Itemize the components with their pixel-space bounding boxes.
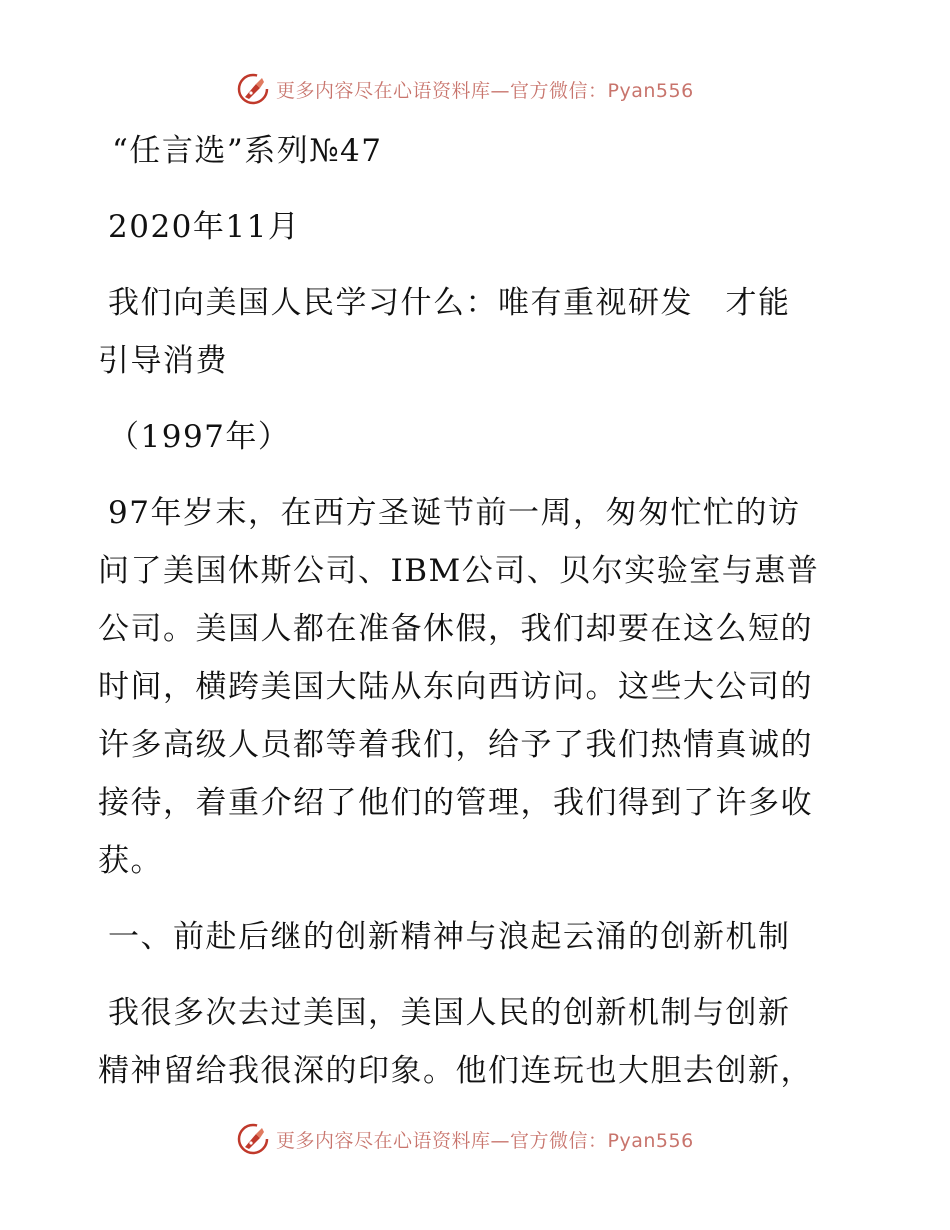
watermark-text: 更多内容尽在心语资料库—官方微信：Pyan556 bbox=[276, 1129, 694, 1152]
series-label: “任言选”系列№47 bbox=[112, 133, 383, 169]
pen-nib-logo-icon bbox=[236, 72, 270, 106]
paragraph-line: 获。 bbox=[98, 843, 163, 879]
paragraph-line: 许多高级人员都等着我们，给予了我们热情真诚的 bbox=[98, 727, 813, 763]
paragraph-line: 问了美国休斯公司、IBM公司、贝尔实验室与惠普 bbox=[98, 553, 820, 589]
watermark-footer bbox=[236, 1122, 694, 1156]
watermark-text: 更多内容尽在心语资料库—官方微信：Pyan556 bbox=[276, 79, 694, 102]
paragraph-line: 公司。美国人都在准备休假，我们却要在这么短的 bbox=[98, 611, 813, 647]
paragraph-line: 精神留给我很深的印象。他们连玩也大胆去创新， bbox=[98, 1053, 813, 1089]
watermark-header bbox=[236, 72, 694, 106]
article-title-line-2: 引导消费 bbox=[98, 343, 228, 379]
pen-nib-logo-icon bbox=[236, 1122, 270, 1156]
paragraph-2 bbox=[98, 984, 850, 1100]
year-label: （1997年） bbox=[108, 419, 291, 455]
document-body bbox=[98, 122, 850, 1100]
paragraph-line: 接待，着重介绍了他们的管理，我们得到了许多收 bbox=[98, 785, 813, 821]
article-title-line-1: 我们向美国人民学习什么：唯有重视研发 才能 bbox=[108, 285, 791, 321]
paragraph-line: 时间，横跨美国大陆从东向西访问。这些大公司的 bbox=[98, 669, 813, 705]
paragraph-1 bbox=[98, 484, 850, 890]
paragraph-line: 我很多次去过美国，美国人民的创新机制与创新 bbox=[108, 995, 791, 1031]
section-heading: 一、前赴后继的创新精神与浪起云涌的创新机制 bbox=[108, 919, 791, 955]
paragraph-line: 97年岁末，在西方圣诞节前一周，匆匆忙忙的访 bbox=[108, 495, 801, 531]
date-label: 2020年11月 bbox=[108, 209, 301, 245]
